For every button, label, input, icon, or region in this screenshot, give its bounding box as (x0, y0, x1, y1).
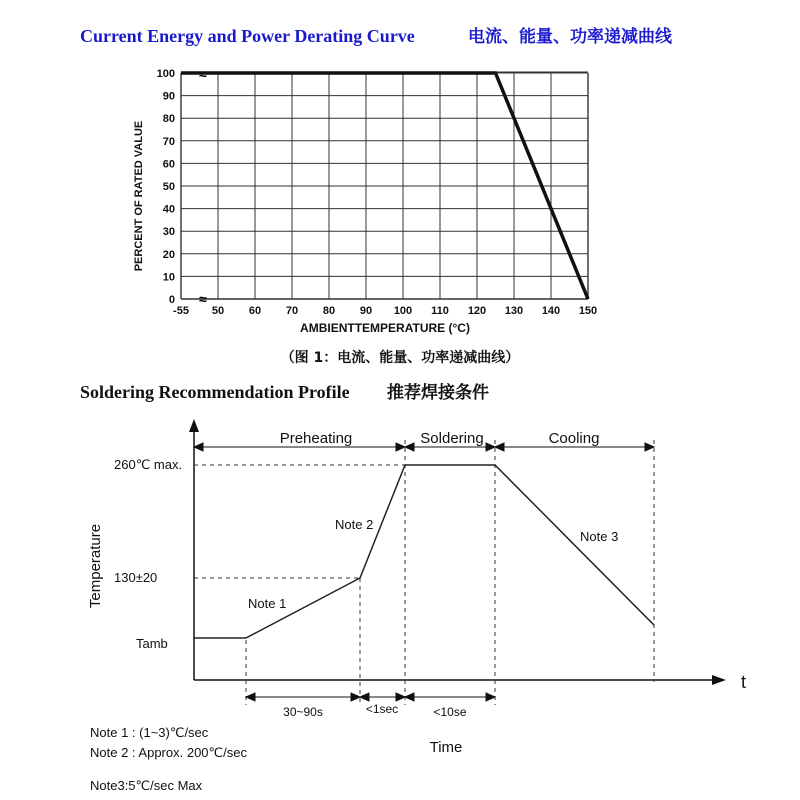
soldering-title: Soldering Recommendation Profile (80, 382, 350, 402)
duration-arrows (246, 693, 495, 701)
y-tick-label: 80 (162, 113, 175, 126)
time-axis-label: Time (429, 739, 463, 756)
arrowhead-icon (194, 443, 203, 451)
time-axis-t-label: t (741, 672, 747, 692)
note-3-label: Note 3 (580, 529, 619, 544)
level-130-label: 130±20 (114, 570, 158, 585)
arrowhead-icon (405, 443, 414, 451)
y-tick-label: 0 (168, 294, 175, 306)
soldering-profile-line (194, 465, 654, 638)
phase-preheating: Preheating (279, 430, 353, 447)
arrowhead-icon (486, 443, 495, 451)
temperature-axis-arrow-icon (189, 419, 199, 432)
y-tick-label: 60 (162, 158, 175, 171)
phase-cooling: Cooling (548, 430, 600, 447)
arrowhead-icon (396, 693, 405, 701)
y-tick-label: 40 (162, 203, 175, 216)
x-tick-label: 130 (504, 305, 524, 317)
derating-caption: （图 1：电流、能量、功率递减曲线） (280, 350, 520, 366)
footnote-3: Note3:5℃/sec Max (90, 778, 203, 793)
x-tick-label: 100 (393, 305, 413, 317)
footnote-2: Note 2 : Approx. 200℃/sec (90, 745, 247, 760)
arrowhead-icon (246, 693, 255, 701)
x-tick-label: 90 (359, 305, 373, 317)
arrowhead-icon (645, 443, 654, 451)
x-tick-label: 110 (431, 305, 449, 317)
derating-y-label: PERCENT OF RATED VALUE (133, 120, 145, 272)
level-tamb-label: Tamb (136, 636, 168, 651)
x-tick-label: 150 (578, 305, 598, 317)
arrowhead-icon (486, 693, 495, 701)
temperature-axis-label: Temperature (87, 523, 104, 609)
y-tick-label: 30 (162, 226, 175, 239)
duration-preheat: 30~90s (283, 705, 323, 719)
y-tick-label: 10 (162, 271, 175, 284)
derating-title: Current Energy and Power Derating Curve (80, 26, 415, 46)
arrowhead-icon (360, 693, 369, 701)
level-260-label: 260℃ max. (114, 457, 183, 472)
y-tick-label: 20 (162, 248, 175, 261)
arrowhead-icon (405, 693, 414, 701)
arrowhead-icon (495, 443, 504, 451)
note-1-label: Note 1 (248, 596, 287, 611)
duration-soldering: <10se (433, 705, 467, 719)
y-tick-label: 100 (156, 68, 175, 80)
x-tick-label: 50 (211, 305, 225, 317)
axis-break-top: ≈ (199, 66, 207, 82)
soldering-title-cn: 推荐焊接条件 (387, 383, 489, 403)
time-axis-arrow-icon (712, 675, 726, 685)
x-tick-label: 80 (322, 305, 336, 317)
x-tick-label: 70 (285, 305, 299, 317)
x-tick-label: -55 (173, 305, 189, 317)
duration-soldering-rise: <1sec (365, 702, 399, 716)
arrowhead-icon (351, 693, 360, 701)
arrowhead-icon (396, 443, 405, 451)
dashed-guides (194, 440, 654, 705)
y-tick-label: 50 (162, 181, 175, 193)
x-tick-label: 120 (467, 305, 487, 317)
y-tick-label: 70 (162, 135, 175, 148)
derating-title-cn: 电流、能量、功率递减曲线 (468, 27, 672, 47)
derating-x-label: AMBIENTTEMPERATURE (°C) (300, 321, 470, 335)
footnote-1: Note 1 : (1~3)℃/sec (90, 725, 209, 740)
axis-break-bottom: ≈ (199, 291, 207, 307)
phase-soldering: Soldering (420, 430, 484, 447)
y-tick-label: 90 (162, 90, 175, 103)
x-tick-label: 140 (541, 305, 561, 317)
note-2-label: Note 2 (335, 517, 374, 532)
x-tick-label: 60 (248, 305, 262, 317)
